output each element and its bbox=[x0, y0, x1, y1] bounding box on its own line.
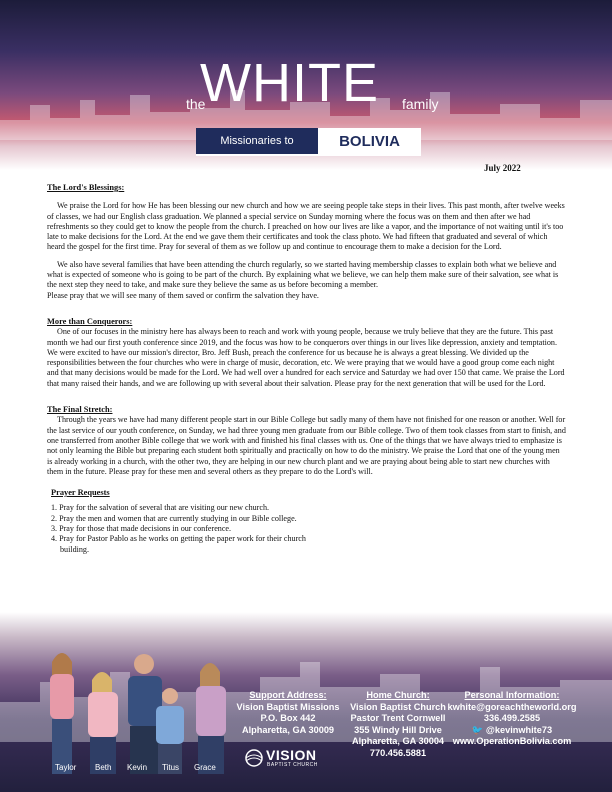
prayer-list bbox=[47, 503, 567, 554]
conquerors-paragraph: One of our focuses in the ministry here has always been to reach and work with young people, because we truly believe that they are the future. This past month we had our first youth conference since 2019, and the focus was how to be conquerors over things in our lives like depression, anxiety and temptation. We were excited to have our mission's director, Bro. Jeff Bush, preach the conference for us because he is always a great blessing. We divided up the responsibilities between the four churches who were in charge of music, decoration, etc. We were praying that we would have a good group come each night and that many decisions would be made for the Lord. We had well over a hundred for each service and Saturday we had over 150 that came. We praise the Lord that many raised their hands, and we are following up with several about their salvation. Please pray for the next generation that will be used for the Lord. bbox=[47, 327, 565, 388]
footer-banner bbox=[0, 612, 612, 792]
missionaries-to-label: Missionaries to bbox=[196, 128, 318, 154]
list-item: 3. Pray for those that made decisions in our conference. bbox=[51, 524, 232, 534]
band-underline bbox=[196, 154, 421, 156]
missionaries-band bbox=[196, 128, 421, 154]
support-line: Vision Baptist Missions bbox=[236, 701, 340, 712]
support-address-block bbox=[232, 690, 344, 736]
name-titus: Titus bbox=[162, 763, 180, 772]
section-title-blessings: The Lord's Blessings: bbox=[47, 183, 125, 192]
section-title-prayer: Prayer Requests bbox=[51, 488, 110, 498]
name-grace: Grace bbox=[194, 763, 216, 772]
logo-word: VISION bbox=[266, 747, 317, 763]
name-beth: Beth bbox=[95, 763, 112, 772]
personal-heading: Personal Information: bbox=[464, 690, 560, 700]
support-line: Alpharetta, GA 30009 bbox=[241, 724, 335, 735]
blessings-paragraph-2: We also have several families that have been attending the church regularly, so we started having membership classes to explain both what we believe and what is expected of someone who is going to be part of the church. By explaining what we believe, we can help them make sure of their salvation, see what is the next step they need to take, and make sure they believe the same as us before becoming a member. bbox=[47, 259, 559, 290]
family-names bbox=[52, 763, 232, 777]
header-banner bbox=[0, 0, 612, 170]
newsletter-body bbox=[47, 183, 567, 555]
name-kevin: Kevin bbox=[127, 763, 148, 772]
church-heading: Home Church: bbox=[366, 690, 430, 700]
family-photo bbox=[40, 634, 235, 779]
church-line: Pastor Trent Cornwell bbox=[350, 713, 446, 723]
website-link[interactable]: www.OperationBolivia.com bbox=[452, 736, 572, 746]
page-title: WHITE bbox=[200, 53, 379, 113]
vision-logo bbox=[244, 747, 334, 771]
phone-number: 336.499.2585 bbox=[483, 713, 541, 723]
title-the: the bbox=[186, 96, 206, 112]
email-link[interactable]: kwhite@goreachtheworld.org bbox=[447, 701, 577, 712]
church-line: 355 Windy Hill Drive bbox=[354, 724, 442, 735]
list-item: 2. Pray the men and women that are currently studying in our Bible college. bbox=[51, 513, 297, 523]
list-item: 1. Pray for the salvation of several that are visiting our new church. bbox=[51, 503, 270, 513]
blessings-paragraph-1: We praise the Lord for how He has been blessing our new church and how we are seeing people take steps in their lives. This past month, after twelve weeks of classes, we had our English class graduation. We planned a special service on Sunday morning where the focus was on them and then after we had refreshments so they could get to know the people from the church. I preached on how our lives are like a vapor, and the importance of not waiting until it's too late to make decisions for the Lord. At the end we gave them their certificates and took the class photo. We had fifteen that graduated and several of which heard the gospel for the first time. Pray for several of them as we follow up and continue to encourage them to make a decision for the Lord. bbox=[47, 201, 565, 252]
title-family: family bbox=[402, 96, 439, 112]
newsletter-date: July 2022 bbox=[484, 163, 521, 173]
home-church-block bbox=[342, 690, 454, 759]
church-phone: 770.456.5881 bbox=[369, 747, 427, 758]
personal-info-block bbox=[442, 690, 582, 748]
support-heading: Support Address: bbox=[249, 690, 327, 700]
twitter-icon: 🐦 bbox=[471, 724, 484, 735]
logo-subtitle: BAPTIST CHURCH bbox=[267, 762, 318, 768]
country-label: BOLIVIA bbox=[318, 128, 421, 154]
church-line: Vision Baptist Church bbox=[350, 701, 446, 712]
stretch-paragraph: Through the years we have had many different people start in our Bible College but sadly many of them have not finished for one reason or another. Well for the last service of our youth conference, on Sunday, we had three young men graduate from our Bible college. Two of them took classes from start to finish, and one transferred from another Bible college that we work with and finished his final classes with us. One of the things that we have always tried to emphasize is not only learning the Bible but preparing each student both spiritually and practically on how to do the ministry. We praise the Lord that one of the young men is already working in a church, with the other two, they are helping in our new church plant and we are praying about being able to start new churches with them in the future. Please pray for these men and several others as they prepare to do the Lord's will. bbox=[47, 415, 566, 476]
globe-icon bbox=[244, 747, 264, 769]
twitter-handle[interactable]: 🐦 @kevinwhite73 bbox=[471, 724, 553, 735]
support-line: P.O. Box 442 bbox=[260, 713, 316, 723]
list-item: 4. Pray for Pastor Pablo as he works on getting the paper work for their church building. bbox=[51, 534, 306, 554]
name-taylor: Taylor bbox=[55, 763, 77, 772]
church-line: Alpharetta, GA 30004 bbox=[351, 736, 445, 746]
section-title-conquerors: More than Conquerors: bbox=[47, 316, 133, 326]
blessings-paragraph-3: Please pray that we will see many of them saved or confirm the salvation they have. bbox=[47, 290, 319, 300]
section-title-stretch: The Final Stretch: bbox=[47, 405, 113, 415]
